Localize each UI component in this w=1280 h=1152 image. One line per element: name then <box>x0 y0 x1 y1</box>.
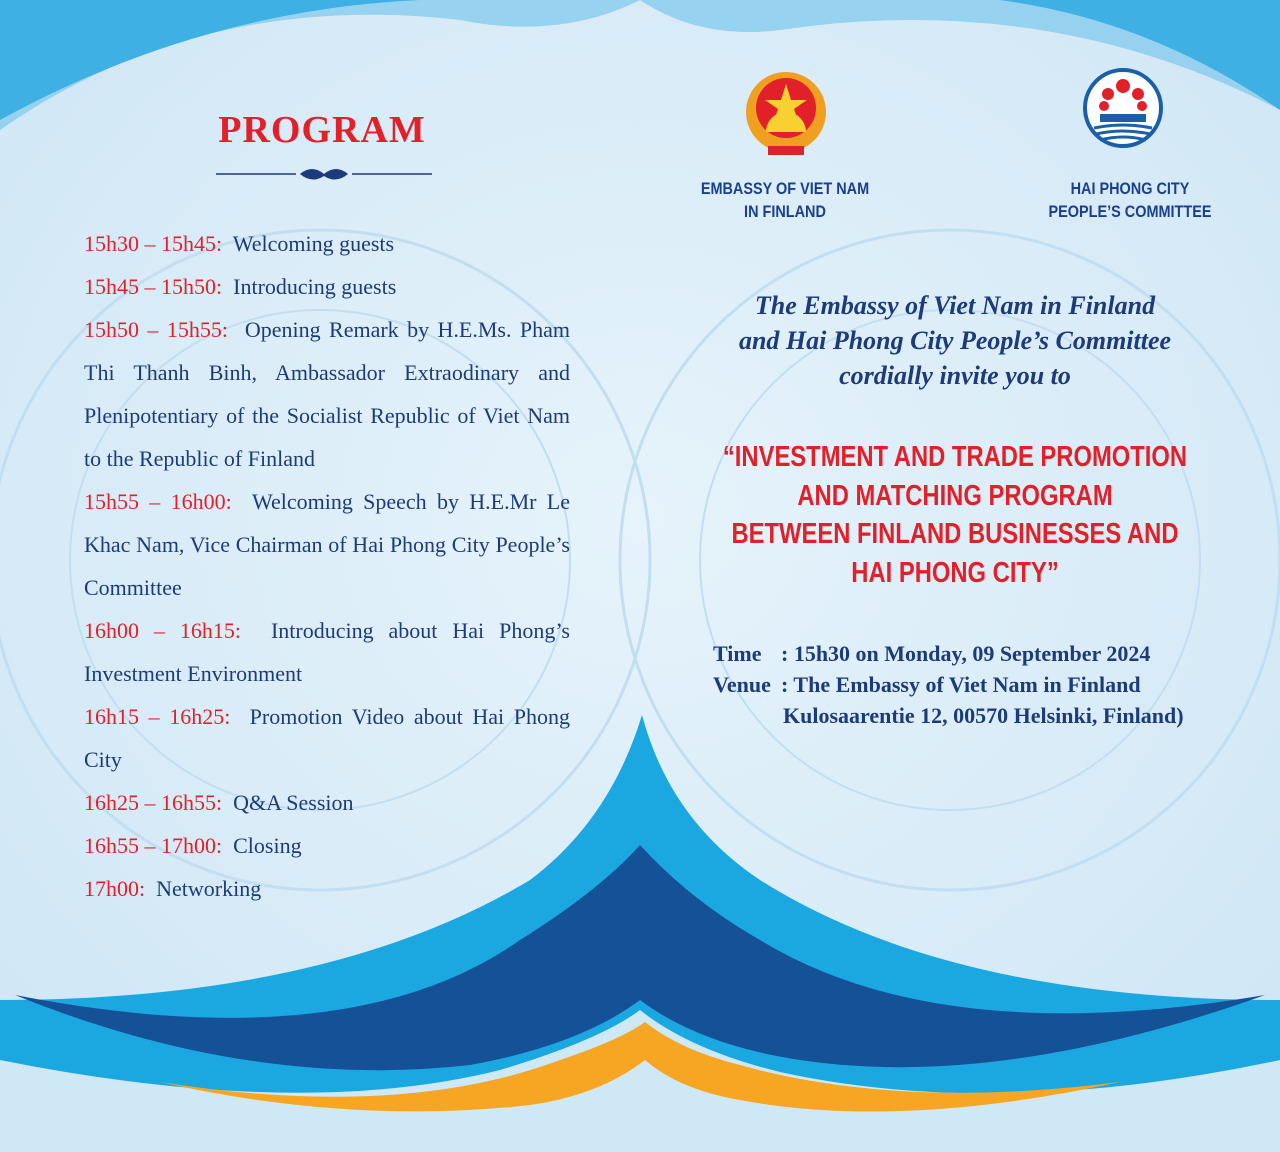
event-details <box>713 638 1184 731</box>
program-item-time: 17h00: <box>84 876 146 901</box>
haiphong-name-line2: PEOPLE’S COMMITTEE <box>1048 202 1212 221</box>
program-item <box>84 781 570 824</box>
invitation-text <box>680 288 1230 393</box>
event-title-line: HAI PHONG CITY” <box>851 556 1059 589</box>
time-label: Time <box>713 641 762 666</box>
program-item-text: Networking <box>156 876 262 901</box>
invitation-line: and Hai Phong City People’s Committee <box>738 326 1172 355</box>
program-item-text: Closing <box>233 833 302 858</box>
program-item <box>84 265 570 308</box>
event-title-line: BETWEEN FINLAND BUSINESSES AND <box>731 518 1179 550</box>
embassy-name-line1: EMBASSY OF VIET NAM <box>700 179 870 198</box>
haiphong-committee-name <box>1037 177 1224 223</box>
program-item <box>84 222 570 265</box>
program-item <box>84 480 570 609</box>
embassy-name-line2: IN FINLAND <box>744 202 826 221</box>
event-title <box>697 438 1214 592</box>
program-item-time: 15h50 – 15h55: <box>84 317 228 342</box>
venue-value: : The Embassy of Viet Nam in Finland <box>781 672 1141 697</box>
program-item <box>84 867 570 910</box>
program-item <box>84 609 570 695</box>
program-item-time: 16h00 – 16h15: <box>84 618 242 643</box>
invitation-line: cordially invite you to <box>839 361 1071 390</box>
event-title-line: AND MATCHING PROGRAM <box>797 479 1113 512</box>
program-item-time: 16h25 – 16h55: <box>84 790 223 815</box>
hai-phong-logo-icon <box>1082 66 1164 158</box>
program-item-text: Opening Remark by H.E.Ms. Pham Thi Thanh Binh, Ambassador Extraodinary and Plenipotentiary of the Socialist Republic of Viet Nam to the Republic of Finland <box>84 317 570 471</box>
divider-ornament <box>216 164 432 188</box>
program-item-text: Welcoming Speech by H.E.Mr Le Khac Nam, Vice Chairman of Hai Phong City People’s Committee <box>84 489 570 600</box>
program-item-text: Introducing about Hai Phong’s Investment Environment <box>84 618 570 686</box>
program-item-time: 16h55 – 17h00: <box>84 833 223 858</box>
haiphong-name-line1: HAI PHONG CITY <box>1070 179 1190 198</box>
program-item-time: 16h15 – 16h25: <box>84 704 231 729</box>
program-item-text: Welcoming guests <box>232 231 395 256</box>
venue-label: Venue <box>713 672 771 697</box>
program-list <box>84 222 570 910</box>
vietnam-emblem-icon <box>742 68 830 164</box>
program-item <box>84 308 570 480</box>
event-title-line: “INVESTMENT AND TRADE PROMOTION <box>722 441 1188 473</box>
program-item-text: Introducing guests <box>233 274 397 299</box>
program-item-time: 15h30 – 15h45: <box>84 231 223 256</box>
time-value: : 15h30 on Monday, 09 September 2024 <box>781 641 1151 666</box>
program-item <box>84 824 570 867</box>
venue-address: Kulosaarentie 12, 00570 Helsinki, Finland) <box>783 703 1184 728</box>
invitation-line: The Embassy of Viet Nam in Finland <box>754 291 1156 320</box>
program-item <box>84 695 570 781</box>
embassy-name <box>696 177 875 223</box>
program-item-time: 15h55 – 16h00: <box>84 489 232 514</box>
program-item-text: Promotion Video about Hai Phong City <box>84 704 570 772</box>
program-item-time: 15h45 – 15h50: <box>84 274 223 299</box>
program-title: PROGRAM <box>218 109 426 151</box>
program-item-text: Q&A Session <box>233 790 354 815</box>
